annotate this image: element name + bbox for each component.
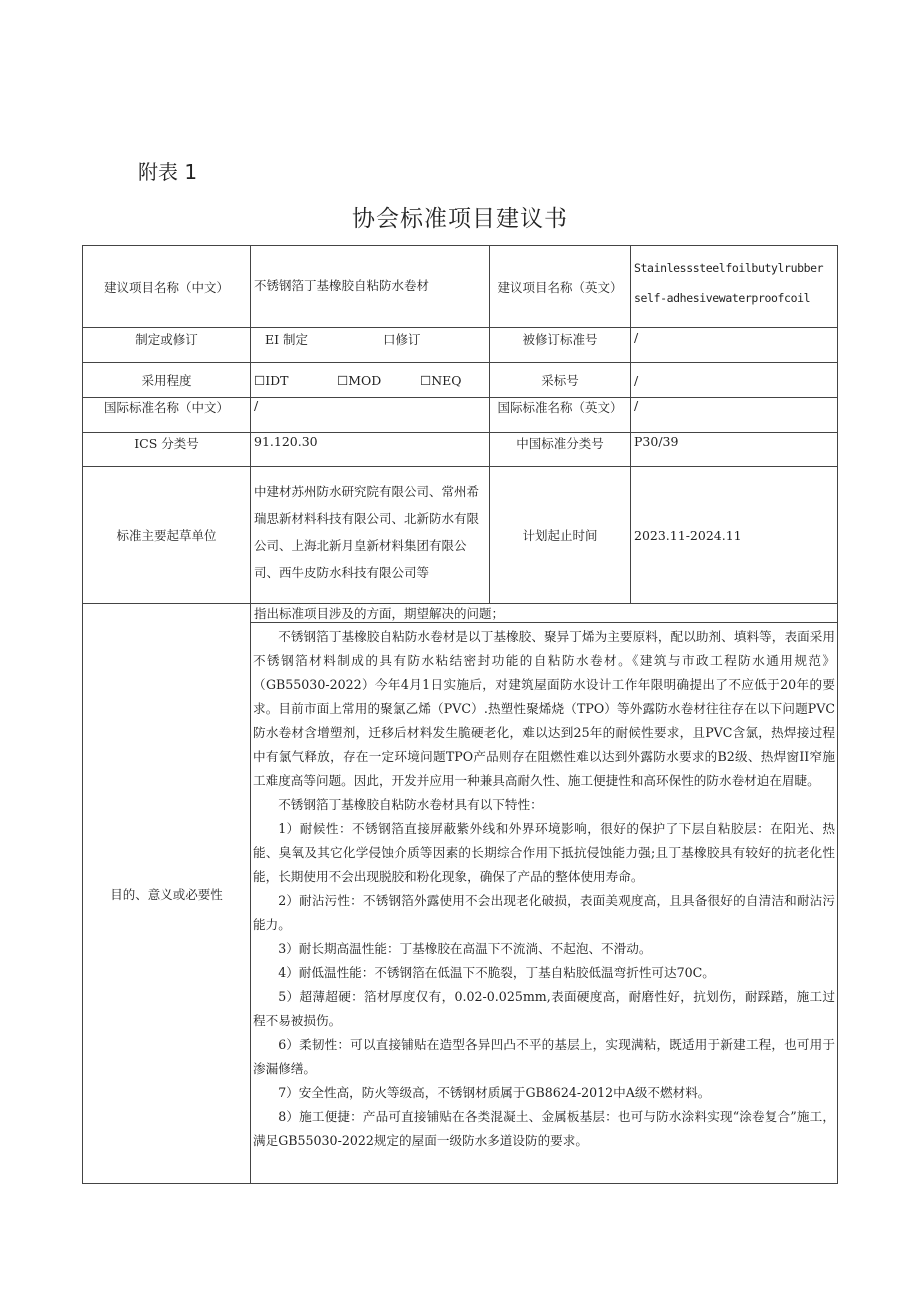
appendix-label: 附表 1 — [138, 160, 198, 184]
period-label: 计划起止时间 — [489, 466, 631, 604]
drafters-label: 标准主要起草单位 — [82, 466, 251, 604]
name-cn-value: 不锈钢箔丁基橡胶自粘防水卷材 — [250, 245, 490, 328]
adopt-no-value: / — [630, 362, 838, 398]
paragraph: 不锈钢箔丁基橡胶自粘防水卷材具有以下特性： — [278, 797, 543, 812]
intl-cn-value: / — [250, 397, 490, 433]
intl-en-value: / — [630, 397, 838, 433]
paragraph: 3）耐长期高温性能：丁基橡胶在高温下不流淌、不起泡、不滑动。 — [278, 941, 652, 956]
ics-label: ICS 分类号 — [82, 432, 251, 467]
paragraph: 6）柔韧性：可以直接铺贴在造型各异凹凸不平的基层上，实现满粘，既适用于新建工程，也可用于渗漏修缮。 — [253, 1037, 835, 1076]
name-en-value — [630, 245, 838, 328]
adopt-mod-checkbox[interactable]: ☐MOD — [337, 372, 382, 388]
purpose-body — [250, 622, 838, 1184]
revised-no-value: / — [630, 327, 838, 363]
period-value: 2023.11-2024.11 — [630, 466, 838, 604]
purpose-paragraphs — [251, 623, 837, 1153]
paragraph: 8）施工便捷：产品可直接铺贴在各类混凝土、金属板基层：也可与防水涂料实现“涂卷复合”施工，满足GB55030-2022规定的屋面一级防水多道设防的要求。 — [253, 1109, 835, 1148]
intl-en-label: 国际标准名称（英文） — [489, 397, 631, 433]
adopt-no-label: 采标号 — [489, 362, 631, 398]
paragraph: 4）耐低温性能：不锈钢箔在低温下不脆裂，丁基自粘胶低温弯折性可达70C。 — [278, 965, 715, 980]
revise-label: 制定或修订 — [82, 327, 251, 363]
intl-cn-label: 国际标准名称（中文） — [82, 397, 251, 433]
paragraph: 1）耐候性：不锈钢箔直接屏蔽紫外线和外界环境影响，很好的保护了下层自粘胶层：在阳光、热能、臭氧及其它化学侵蚀介质等因素的长期综合作用下抵抗侵蚀能力强;且丁基橡胶具有较好的抗老化性能，长期使用不会出现脱胶和粉化现象，确保了产品的整体使用寿命。 — [253, 821, 835, 884]
name-en-line1: Stainlesssteelfoilbutylrubber — [634, 260, 824, 275]
option-revise[interactable]: 口修订 — [383, 332, 421, 347]
document-title: 协会标准项目建议书 — [352, 206, 568, 232]
name-en-line2: self-adhesivewaterproofcoil — [634, 290, 811, 305]
adopt-label: 采用程度 — [82, 362, 251, 398]
paragraph: 5）超薄超硬：箔材厚度仅有，0.02-0.025mm,表面硬度高，耐磨性好，抗划伤，耐踩踏，施工过程不易被损伤。 — [253, 989, 835, 1028]
adopt-idt-checkbox[interactable]: ☐IDT — [254, 372, 289, 388]
paragraph: 2）耐沾污性：不锈钢箔外露使用不会出现老化破损，表面美观度高，且具备很好的自清洁和耐沾污能力。 — [253, 893, 835, 932]
name-cn-label: 建议项目名称（中文） — [82, 245, 251, 328]
revised-no-label: 被修订标准号 — [489, 327, 631, 363]
adopt-neq-checkbox[interactable]: ☐NEQ — [420, 372, 462, 388]
ics-value: 91.120.30 — [250, 432, 490, 467]
name-en-label: 建议项目名称（英文） — [489, 245, 631, 328]
option-make[interactable]: EI 制定 — [265, 332, 309, 347]
ccs-value: P30/39 — [630, 432, 838, 467]
paragraph: 不锈钢箔丁基橡胶自粘防水卷材是以丁基橡胶、聚异丁烯为主要原料，配以助剂、填料等，表面采用不锈钢箔材料制成的具有防水粘结密封功能的自粘防水卷材。《建筑与市政工程防水通用规范》（GB55030-2022）今年4月1日实施后，对建筑屋面防水设计工作年限明确提出了不应低于20年的要求。目前市面上常用的聚氯乙烯（PVC）.热塑性聚烯烧（TPO）等外露防水卷材往往存在以下问题PVC防水卷材含增塑剂，迁移后材料发生脆硬老化，难以达到25年的耐候性要求，且PVC含氯，热焊接过程中有氯气释放，存在一定环境问题TPO产品则存在阻燃性难以达到外露防水要求的B2级、热焊窗II窄施工难度高等问题。因此，开发并应用一种兼具高耐久性、施工便捷性和高环保性的防水卷材迫在眉睫。 — [253, 629, 835, 788]
adopt-options — [250, 362, 490, 398]
paragraph: 7）安全性高，防火等级高，不锈钢材质属于GB8624-2012中A级不燃材料。 — [278, 1085, 711, 1100]
drafters-value: 中建材苏州防水研究院有限公司、常州希瑞思新材料科技有限公司、北新防水有限公司、上海北新月皇新材料集团有限公司、西牛皮防水科技有限公司等 — [250, 466, 490, 604]
purpose-prompt: 指出标准项目涉及的方面，期望解决的问题； — [250, 603, 838, 623]
purpose-label: 目的、意义或必要性 — [82, 603, 251, 1184]
ccs-label: 中国标准分类号 — [489, 432, 631, 467]
revise-options — [250, 327, 490, 363]
